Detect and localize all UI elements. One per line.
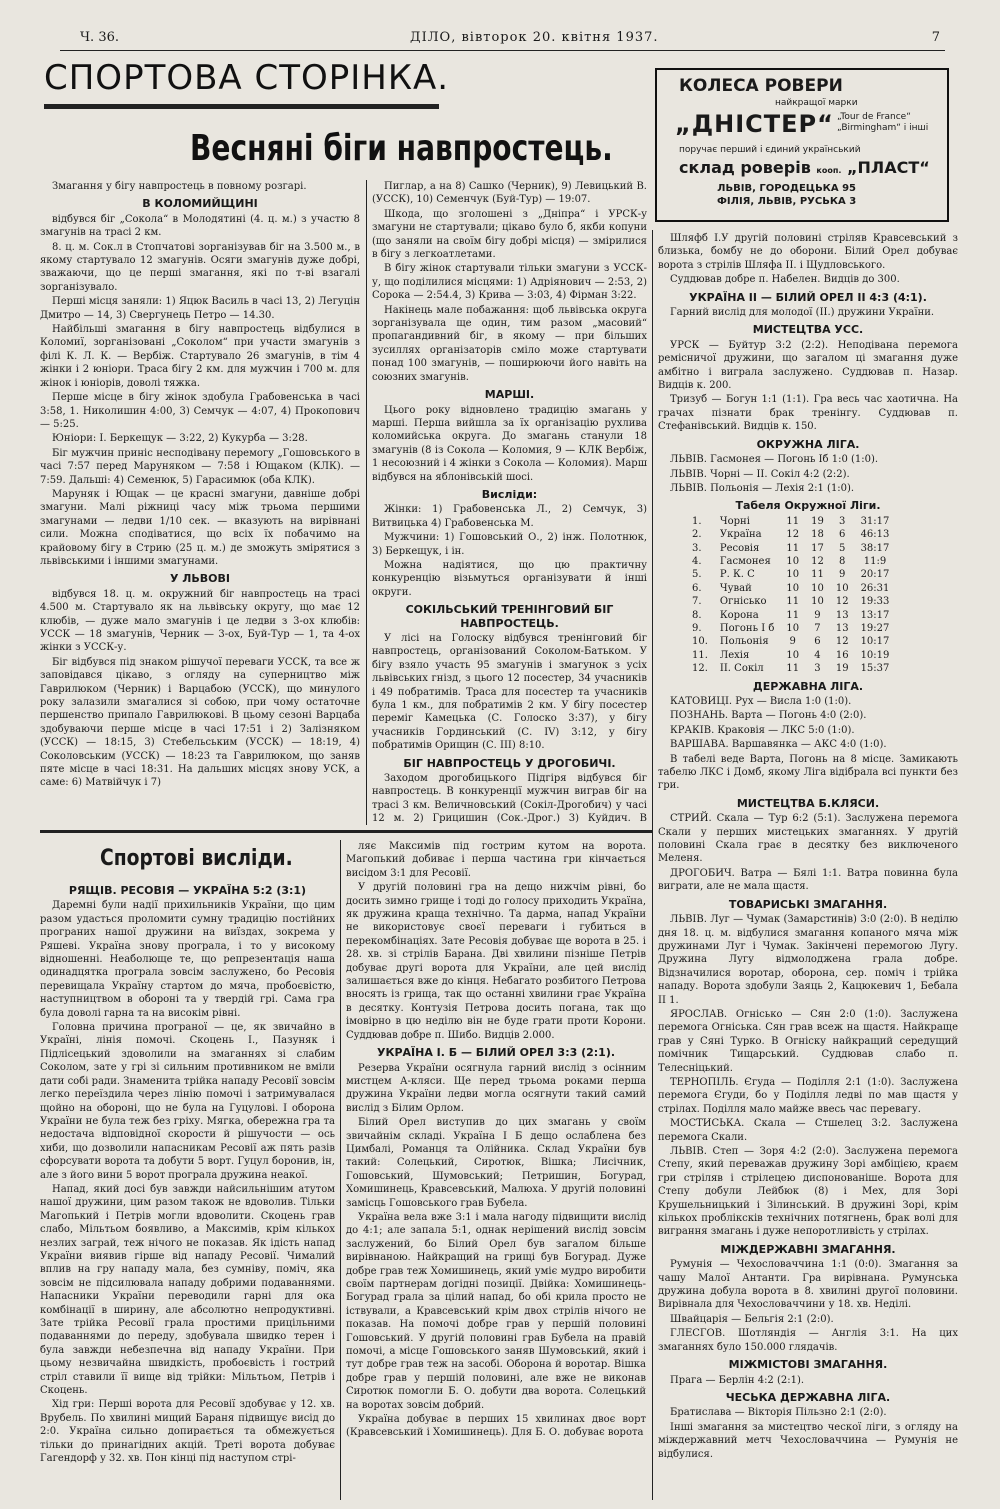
league-table-cell: 12 [811, 555, 824, 567]
league-table-cell: 19 [811, 515, 824, 527]
colA-heading-match: РЯЩІВ. РЕСОВІЯ — УКРАЇНА 5:2 (3:1) [68, 884, 307, 897]
col2-heading-results: Висліди: [481, 487, 538, 501]
league-table-cell: 11 [811, 569, 824, 581]
colA-p1: Даремні були надії прихильників України, що цим разом удасться проломити сумну традицію постійних програних нашої дружини на виїздах, зокрема у Ряшеві. Україна знову програла, і то у високому відношенні. Неаболюще те, що репрезентація наша одинадцятка програла зовсім заслужено, бо Ресовія перевищала Україну стартом до мяча, пробоєвістю, наступництвом в обороні та у твердій грі. Сама гра була доволі гарна та на високім рівні. [40, 900, 335, 1019]
colA-p2: Головна причина програної — це, як звичайно в Україні, лінія помочі. Скоцень І., Пазуняк і Підлісецький здоволили на змаганнях зі слабим Соколом, зате у грі зі сильним противником не вміли дати собі ради. Знаменита трійка нападу Ресовії зовсім легко переїздила через лінію помочі і затримувалася щойно на обороні, що не була на Гуцулові. І оборона України не була теж без гріху. Мягка, обережна гра та недостача відповідної скорости й рішучости — ось хиби, що дозволили напасникам Ресовії аж пять разів сфорсувати ворота та добути 5 ворт. Гуцул боронив, ін, але з його вини 5 ворот програла дружина неакої. [40, 1022, 335, 1181]
league-table-cell: Чорні [719, 515, 750, 527]
ad-line3: поручає перший і єдиний український [679, 145, 861, 155]
league-table-cell: 10 [786, 582, 800, 594]
league-table-cell: 6 [814, 636, 821, 648]
col1-p4: Перші місця заняли: 1) Яцюк Василь в часі 13, 2) Легуцін Дмитро — 14, 3) Свергунець Петро — 14.30. [40, 296, 360, 321]
league-table-cell: 16 [835, 649, 849, 661]
column-divider-1 [366, 180, 367, 825]
league-table-cell: 9 [814, 609, 821, 621]
league-table-cell: 26:31 [860, 582, 890, 594]
results-title: Спортові висліди. [100, 846, 293, 871]
col2-p5: Цього року відновлено традицію змагань у марші. Перша вийшла за їх організацію рухлива коломийська округа. До змагань станули 18 змагунів (8 із Сокола — Коломия, 9 — КЛК Вербіж, 1 несоюзний і 4 жінки з Сокола — Коломия). Марш відбувся на яблонівській шосі. [372, 404, 647, 483]
col3-p10: ЯРОСЛАВ. Огнісько — Сян 2:0 (1:0). Заслужена перемога Огніська. Сян грав всеж на щастя. Найкраще грав у Сяні Турко. В Огніску найкращий середущий помічник Тищарський. Суддював слабо п. Телесніцький. [658, 1008, 958, 1074]
league-table-cell: 6 [839, 529, 846, 541]
league-table-cell: 10 [786, 569, 800, 581]
league-table-cell: 19:27 [860, 622, 890, 634]
league-table-cell: 10 [811, 596, 824, 608]
col3-heading-czech-league: ЧЕСЬКА ДЕРЖАВНА ЛІГА. [725, 1390, 891, 1404]
league-table-cell: 12 [835, 636, 849, 648]
column-divider-2 [652, 230, 653, 1500]
col3-heading-ukraina2: УКРАЇНА ІІ — БІЛИЙ ОРЕЛ ІІ 4:3 (4:1). [689, 290, 927, 304]
league-table-cell: 2. [692, 529, 702, 541]
col3-p7: СТРИЙ. Скала — Тур 6:2 (5:1). Заслужена перемога Скали у перших мистецьких змаганнях. У другій половині Скала грає в десятку без виключеного Меленя. [658, 813, 958, 865]
col3-p2: Суддював добре п. Набелен. Видців до 300. [670, 274, 900, 286]
col3-r4: КАТОВИЦІ. Рух — Висла 1:0 (1:0). [670, 696, 852, 707]
colB-p6: Україна добуває в перших 15 хвилинах двоє ворт (Кравсевський і Хомишинець). Для Б. О. добуває ворота [346, 1414, 646, 1439]
league-table-cell: 11 [786, 609, 800, 621]
col3-heading-uss: МИСТЕЦТВА УСС. [752, 323, 864, 337]
col3-p9: ЛЬВІВ. Луг — Чумак (Замарстинів) 3:0 (2:0). В неділю дня 18. ц. м. відбулися змагання копаного мяча між дружинами Луг і Чумак. Закінчені перемогою Лугу. Дружина Лугу відмолоджена грала добре. Відзначилися воротар, оборона, сер. поміч і трійка нападу. Ворота здобули Заяць 2, Кацюкевич 1, Бебала ІІ 1. [658, 914, 958, 1006]
league-table-cell: 13 [835, 609, 849, 621]
league-table-cell: Гасмонея [719, 555, 771, 567]
league-table-cell: 19:33 [860, 596, 890, 608]
ad-models: „Tour de France“ „Birmingham“ і інші [837, 112, 929, 133]
bicycle-advertisement [655, 68, 949, 222]
col3-r6: КРАКІВ. Краковія — ЛКС 5:0 (1:0). [670, 724, 855, 736]
league-table-row [686, 515, 895, 528]
col3-heading-international: МІЖДЕРЖАВНІ ЗМАГАННЯ. [720, 1242, 896, 1256]
col1-p10: відбувся 18. ц. м. окружний біг навпростець на трасі 4.500 м. Стартувало як на львівську округу, що має 12 клюбів, — дуже мало змагунів і це ледви з 3-ох клюбів: УССК — 18 змагунів, Черник — 3-ох, Буй-Тур — 1, та 4-ох жінки з УССК-у. [40, 588, 360, 654]
league-table-row [686, 595, 895, 608]
league-table-cell: 5 [839, 542, 846, 554]
league-table-cell: 10 [835, 582, 849, 594]
col3-p16: ГЛЕСГОВ. Шотляндія — Англія 3:1. На цих змаганнях було 150.000 глядачів. [658, 1328, 958, 1353]
page-header [60, 30, 940, 52]
colA-p3: Напад, який досі був завжди найсильнішим атутом нашої дружини, цим разом також не вдоволив. Тільки Магопький і Петрів могли вдоволити. Скоцень грав слабо, Мільтьом боявливо, а Максимів, крім кількох незлих заграй, теж нічого не показав. Як ідість напад України виявив гірше від нападу Ресовії. Чималий вплив на гру нападу мала, без сумніву, поміч, яка зовсім не підсилювала нападу добрими подаваннями. Напасники України переводили гарні для ока комбінації в ширину, але абсолютно непродуктивні. Зате трійка Ресовії грала простими прицільними подаваннями до переду, здобувала швидко терен і була завжди небезпечна від нападу України. При цьому незвичайна швидкість, пробоєвість і гострий стріл ставили її вище від трійки: Мільтьом, Петрів і Скоцень. [40, 1183, 335, 1397]
league-table-cell: 7. [692, 596, 702, 608]
league-table-cell: 19 [835, 663, 849, 675]
league-table-cell: Корона [719, 609, 759, 621]
league-table-cell: 38:17 [860, 542, 890, 554]
league-table-cell: Чувай [719, 582, 752, 594]
col2-p9: У лісі на Голоску відбувся тренінговий біг навпростець, організований Соколом-Батьком. У бігу взяло участь 95 змагунів і змагунок з усіх львівських гнізд, з цього 12 посестер, 34 учасників і 49 побратимів. Траса для посестер та учасників була 1 км., для побратимів 2 км. У бігу посестер переміг Камецька (С. Голоско 3:37), у бігу учасників Гординський (С. IV) 3:12, у бігу побратимів Орищин (С. III) 8:10. [372, 633, 647, 752]
colB-p3: Резерва України осягнула гарний вислід з осінним мистцем А-кляси. Ще перед трьома роками перша дружина України ледви могла осягнути такий самий вислід з Білим Орлом. [346, 1062, 646, 1114]
col3-p13: ЛЬВІВ. Степ — Зоря 4:2 (2:0). Заслужена перемога Степу, який переважав дружину Зорі амбіцією, краєм гри стріляв і стрілецею диспонованіше. Ворота для Степу добули Лейбюк (8) і Мех, для Зорі Крушельницький і Зілинський. В дружині Зорі, крім кількох пробліксків технічних потягнень, брак волі для виграння змагань і дуже непоротливість у стрілах. [658, 1146, 958, 1238]
league-table-cell: 3. [692, 542, 702, 554]
league-table-cell: 18 [811, 529, 824, 541]
league-table-cell: 4 [814, 649, 821, 661]
league-table-cell: 10. [692, 636, 708, 648]
col3-heading-friendly: ТОВАРИСЬКІ ЗМАГАННЯ. [728, 897, 888, 911]
ad-address2: ФІЛІЯ, ЛЬВІВ, РУСЬКА 3 [717, 196, 857, 207]
league-table-row [686, 649, 895, 662]
col1-p2: відбувся біг „Сокола“ в Молодятині (4. ц. м.) з участю 8 змагунів на трасі 2 км. [40, 213, 360, 239]
league-table-cell: 6. [692, 582, 702, 594]
league-table-cell: 15:37 [860, 663, 890, 675]
league-table-cell: 7 [814, 622, 821, 634]
col2-heading-drohobych: БІГ НАВПРОСТЕЦЬ У ДРОГОБИЧІ. [403, 756, 616, 770]
league-table-cell: Ресовія [719, 542, 760, 554]
colB-p5: Україна вела вже 3:1 і мала нагоду підвищити вислід до 4:1; але запала 5:1, однак нерішений вислід зовсім заслужений, бо Білий Орел був загалом більше вирівнаною. Найкращий на грищі був Богурад. Дуже добре грав теж Хомишинець, який уміє мудро виробити своїм партнерам догідні позиції. Двійка: Хомишинець-Богурад грала за цілий напад, бо обі крила просто не іствували, а Кравсевський крім двох стрілів нічого не показав. На помочі добре грав у першій половині Гошовський. У другій половині грав Бубела на правій помочі, а місце Гошовського заняв Шумовський, який і тут добре грав теж на засобі. Оборона й воротар. Вішка добре грав у першій половині, але вже не виконав Сиротюк помогли Б. О. добути два ворота. Солецький на воротах зовсім добрий. [346, 1211, 646, 1411]
col1-p5: Найбільші змагання в бігу навпростець відбулися в Коломиї, зорганізовані „Соколом“ при участи змагунів з філі К. Л. К. — Вербіж. Стартувало 26 змагунів, в тім 4 жінки і 2 юніори. Траса бігу 2 км. для мужчин і 700 м. для жінок і юніорів, доволі тяжка. [40, 324, 360, 389]
league-table-cell: 4. [692, 555, 702, 567]
col3-p8: ДРОГОБИЧ. Ватра — Бялі 1:1. Ватра повинна була виграти, але не мала щастя. [658, 867, 958, 893]
league-table-row [686, 542, 895, 555]
article-column-3 [658, 232, 958, 1500]
col1-heading-lviv: У ЛЬВОВІ [169, 572, 231, 586]
col1-p11: Біг відбувся під знаком рішучої переваги УССК, та все ж заповідався цікаво, з огляду на суперництво між Гаврилюком (Черник) і Варцабою (УССК), що минулого року залазили змагалися зі собою, при чому остаточне першенство припало Гаврилюкові. В цьому сезоні Варцаба здобуваючи перше місце в часі 17:51 і 2) Залізняком (УССК) — 18:15, 3) Стебельським (УССК) — 18:19, 4) Соколовським (УССК) — 18:23 та Гаврилюком, що заняв пяте місце в часі 18:31. На дальших місцях знову УСК, а саме: 6) Матвійчук і 7) [40, 656, 360, 789]
league-table-row [686, 555, 895, 568]
league-table-cell: 11:9 [863, 555, 887, 567]
league-table-cell: 11 [786, 663, 800, 675]
col3-p4: УРСК — Буйтур 3:2 (2:2). Неподівана перемога ремісничої дружини, що загалом ці змагання дуже амбітно і виграла заслужено. Суддював п. Назар. Видців к. 200. [658, 339, 958, 392]
league-table-cell: 3 [839, 515, 846, 527]
league-table-cell: 10 [786, 555, 800, 567]
col1-p8: Біг мужчин приніс несподівану перемогу „Гошовського в часі 7:57 перед Маруняком — 7:58 і Ющаком (КЛК). — 7:59. Дальші: 4) Семенюк, 5) Гарасимюк (оба КЛК). [40, 447, 360, 486]
ad-address [717, 182, 856, 208]
col1-p3: 8. ц. м. Сок.л в Стопчатові зорганізував біг на 3.500 м., в якому стартувало 12 змагунів. Осяги змагунів дуже добрі, зважаючи, що це перші змагання, які по т-ві взагалі зорганізувало. [40, 241, 360, 293]
league-table-cell: Лехія [719, 649, 750, 661]
league-table-cell: 10:19 [860, 649, 890, 661]
league-table [686, 515, 895, 676]
ad-store [679, 158, 930, 177]
league-table-cell: 13:17 [860, 609, 890, 621]
masthead-date: ДІЛО, вівторок 20. квітня 1937. [410, 30, 659, 45]
league-table-cell: 8 [839, 555, 846, 567]
league-table-cell: 9 [789, 636, 796, 648]
col2-p10: Заходом дрогобицького Підгіря відбувся біг навпростець. В конкуренції мужчин виграв біг на трасі 3 км. Величновський (Сокіл-Дрогобич) у часі 12 м. 2) Грицишин (Сок.-Дрог.) 3) Куйдич. В [372, 773, 647, 825]
colB-heading-match: УКРАЇНА І. Б — БІЛИЙ ОРЕЛ 3:3 (2:1). [376, 1046, 616, 1060]
col3-r2: ЛЬВІВ. Чорні — ІІ. Сокіл 4:2 (2:2). [670, 468, 850, 480]
col3-p11: ТЕРНОПІЛЬ. Єгуда — Поділля 2:1 (1:0). Заслужена перемога Єгуди, бо у Поділля ледві по мав щастя у стрілах. Поділля мало майже ввесь час перевагу. [658, 1076, 958, 1115]
results-column-a [40, 880, 335, 1500]
col3-p14: Румунія — Чехословаччина 1:1 (0:0). Змагання за чашу Малої Антанти. Гра вирівнана. Румунська дружина добула ворота в 8. хвилині другої половини. Вирівнала для Чехословаччини у 18. хв. Неділі. [658, 1259, 958, 1311]
league-table-cell: Польонія [719, 636, 769, 648]
colB-p2: У другій половині гра на дещо нижчім рівні, бо досить зимно грище і тоді до голосу приходить Україна, як дружина краща технічно. Та дарма, напад України не використовує своєї переваги і губиться в перекомбінаціях. Зате Ресовія добуває ще ворота в 25. і 28. хв. зі стрілів Барана. Дві хвилини пізніше Петрів добуває другі ворота для України, але цей вислід залишається вже до кінця. Небагато розбитого Петрова вносять із грища, так що останні хвилини грає Україна в десятку. Контузія Петрова досить погана, так що імовірно в цю неділю він не буде грати проти Корони. Суддював добре п. Шибо. Видців 2.000. [346, 882, 646, 1041]
league-table-cell: 20:17 [860, 569, 890, 581]
league-table-cell: Р. К. С [719, 569, 755, 581]
col3-p5: Тризуб — Богун 1:1 (1:1). Гра весь час хаотична. На грачах пізнати брак тренінгу. Суддював п. Стефанівський. Видців к. 150. [658, 394, 958, 433]
col2-p4: Накінець мале побажання: щоб львівська округа зорганізувала ще один, тим разом „масовий“ пропагандивний біг, в якому — при більших зусиллях організаторів сміло може стартувати понад 100 змагунів, — поширюючи його навіть на союзних змагунів. [372, 304, 647, 383]
league-table-cell: 10 [786, 622, 800, 634]
col3-p17: Прага — Берлін 4:2 (2:1). [670, 1374, 805, 1386]
col1-p6: Перше місце в бігу жінок здобула Грабовенська в часі 3:58, 1. Николишин 4:00, 3) Семчук — 4:07, 4) Прокопович — 5:25. [40, 392, 360, 430]
league-table-row [686, 609, 895, 622]
col1-p7: Юніори: І. Беркещук — 3:22, 2) Кукурба — 3:28. [52, 433, 308, 445]
colB-p4: Білий Орел виступив до цих змагань у своїм звичайнім складі. Україна І Б дещо ослаблена без Цимбалі, Романця та Олійника. Склад України був такий: Солецький, Сиротюк, Вішка; Лисічник, Гошовський, Шумовський; Петришин, Богурад, Хомишинець, Кравсевський, Малюха. У другій половині замісць Гошовського грав Бубела. [346, 1117, 646, 1209]
ad-address1: ЛЬВІВ, ГОРОДЕЦЬКА 95 [717, 183, 856, 194]
league-table-cell: Погонь І б [719, 622, 775, 634]
league-table-cell: 11 [786, 542, 800, 554]
colB-p1: ляє Максимів під гострим кутом на ворота. Магопький добиває і перша частина гри кінчається висідом 3:1 для Ресовії. [346, 841, 646, 879]
col1-p1: Змагання у бігу навпростець в повному розгарі. [52, 181, 307, 192]
col3-r3: ЛЬВІВ. Польонія — Лехія 2:1 (1:0). [670, 482, 855, 494]
league-table-cell: 8. [692, 609, 702, 621]
league-table-cell: 12 [835, 596, 849, 608]
league-table-row [686, 662, 895, 675]
league-table-cell: 3 [814, 663, 821, 675]
col1-p9: Маруняк і Ющак — це красні змагуни, давніше добрі змагуни. Малі ріжниці часу між трьома першими змагунами — ледви 1/10 сек. — вказують на вирівнані сили. Можна сподіватися, що всіх їх побачимо на крайовому бігу в Стрию (25 ц. м.) де зможуть змірятися з львівськими і іншими змагунами. [40, 488, 360, 567]
col3-r7: ВАРШАВА. Варшавянка — АКС 4:0 (1:0). [670, 739, 887, 751]
ad-brand: „ДНІСТЕР“ [675, 110, 834, 138]
col2-p3: В бігу жінок стартували тільки змагуни з УССК-у, що поділилися місцями: 1) Адріянович — 2:53, 2) Сорока — 2:54.4, 3) Крива — 3:03, 4) Фірман 3:22. [372, 263, 647, 302]
league-table-row [686, 568, 895, 581]
col3-r1: ЛЬВІВ. Гасмонея — Погонь Іб 1:0 (1:0). [670, 454, 879, 466]
league-table-cell: ІІ. Сокіл [719, 663, 764, 675]
league-table-cell: 5. [692, 569, 702, 581]
league-table-cell: Україна [719, 529, 762, 541]
league-table-cell: 9 [839, 569, 846, 581]
col3-p3: Гарний вислід для молодої (ІІ.) дружини України. [670, 307, 935, 319]
article-column-2 [372, 180, 647, 825]
col2-p1: Пиглар, а на 8) Сашко (Черник), 9) Левицький В. (УССК), 10) Семенчук (Буй-Тур) — 19:07. [372, 181, 647, 206]
league-table-cell: 17 [811, 542, 824, 554]
league-table-cell: 46:13 [860, 529, 890, 541]
col2-heading-marches: МАРШІ. [484, 388, 535, 402]
col3-p1: Шляфб І.У другій половині стріляв Кравсевський з близька, бомбу не до оборони. Білий Орел добуває ворота з стрілів Шляфа ІІ. і Щудловського. [658, 233, 958, 271]
col3-p15: Швайцарія — Бельгія 2:1 (2:0). [670, 1313, 834, 1325]
ad-coop: коoп. [816, 166, 842, 175]
col3-table-title: Табеля Окружної Ліги. [735, 499, 881, 513]
league-table-row [686, 622, 895, 635]
ad-line2: найкращої марки [775, 98, 858, 108]
ad-line1: КОЛЕСА РОВЕРИ [679, 76, 843, 96]
league-table-cell: 11 [786, 515, 800, 527]
column-divider-3 [340, 840, 341, 1500]
page-number: 7 [931, 30, 940, 45]
col2-heading-sokil-run: СОКІЛЬСЬКИЙ ТРЕНІНГОВИЙ БІГ НАВПРОСТЕЦЬ. [405, 603, 614, 630]
col2-p8: Можна надіятися, що цю практичну конкуренцію візьмуться організувати й інші округи. [372, 559, 647, 598]
col3-heading-b-class: МИСТЕЦТВА Б.КЛЯСИ. [736, 796, 880, 810]
league-table-cell: 1. [692, 515, 702, 527]
ad-store-label: склад роверів [679, 158, 811, 177]
league-table-cell: 13 [835, 622, 849, 634]
league-table-row [686, 528, 895, 541]
col3-p18: Братислава — Вікторія Пільзно 2:1 (2:0). [670, 1407, 887, 1419]
col3-heading-intercity: МІЖМІСТОВІ ЗМАГАННЯ. [728, 1358, 888, 1372]
col3-r5: ПОЗНАНЬ. Варта — Погонь 4:0 (2:0). [670, 710, 867, 722]
ad-store-name: „ПЛАСТ“ [847, 158, 930, 177]
section-divider [40, 830, 652, 833]
league-table-cell: 11. [692, 649, 708, 661]
league-table-cell: 11 [786, 596, 800, 608]
col3-p12: МОСТИСЬКА. Скала — Стшелец 3:2. Заслужена перемога Скали. [658, 1118, 958, 1143]
colA-p4: Хід гри: Перші ворота для Ресовії здобуває у 12. хв. Врубель. По хвилині мищий Бараня підвищує висід до 2:0. Україна сильно допирається та обмежується тільки до принагідних акцій. Треті ворота добуває Гагендорф у 32. хв. Пон кінці під наступом стрі- [40, 1399, 335, 1465]
league-table-row [686, 635, 895, 648]
col3-heading-state-league: ДЕРЖАВНА ЛІГА. [752, 679, 864, 693]
league-table-cell: 9. [692, 622, 702, 634]
league-table-cell: 10 [786, 649, 800, 661]
league-table-cell: 12. [692, 663, 708, 675]
title-underline [44, 104, 439, 109]
main-headline: Весняні біги навпростець. [190, 128, 613, 169]
league-table-cell: 10 [811, 582, 824, 594]
league-table-cell: 12 [786, 529, 800, 541]
header-rule [60, 50, 945, 51]
article-column-1 [40, 180, 360, 825]
issue-number: Ч. 36. [80, 30, 119, 45]
col2-p2: Шкода, що зголошені з „Дніпра“ і УРСК-у змагуни не стартували; цікаво було б, якби копуни (що заняли на своїм бігу добрі місця) — змірилися в бігу з легкоатлетами. [372, 208, 647, 261]
col2-p7: Мужчини: 1) Гошовський О., 2) інж. Полотнюк, 3) Беркещук, і ін. [372, 532, 647, 557]
col1-heading-kolomyia: В КОЛОМИЙЩИНІ [142, 197, 258, 211]
col3-p19: Інші змагання за мистецтво ческої ліги, з огляду на міждержавний метч Чехословаччина — Румунія не відбулися. [658, 1421, 958, 1460]
col3-heading-district-league: ОКРУЖНА ЛІГА. [756, 437, 860, 451]
col3-p6: В табелі веде Варта, Погонь на 8 місце. Замикають табелю ЛКС і Домб, якому Ліга відібрала всі пункти без гри. [658, 753, 958, 792]
league-table-cell: 31:17 [860, 515, 890, 527]
results-column-b [346, 840, 646, 1500]
col2-p6: Жінки: 1) Грабовенська Л., 2) Семчук, 3) Витвицька 4) Грабовенська М. [372, 504, 647, 529]
league-table-cell: 10:17 [860, 636, 890, 648]
league-table-row [686, 582, 895, 595]
section-title: СПОРТОВА СТОРІНКА. [44, 58, 450, 98]
league-table-cell: Огнісько [719, 596, 767, 608]
